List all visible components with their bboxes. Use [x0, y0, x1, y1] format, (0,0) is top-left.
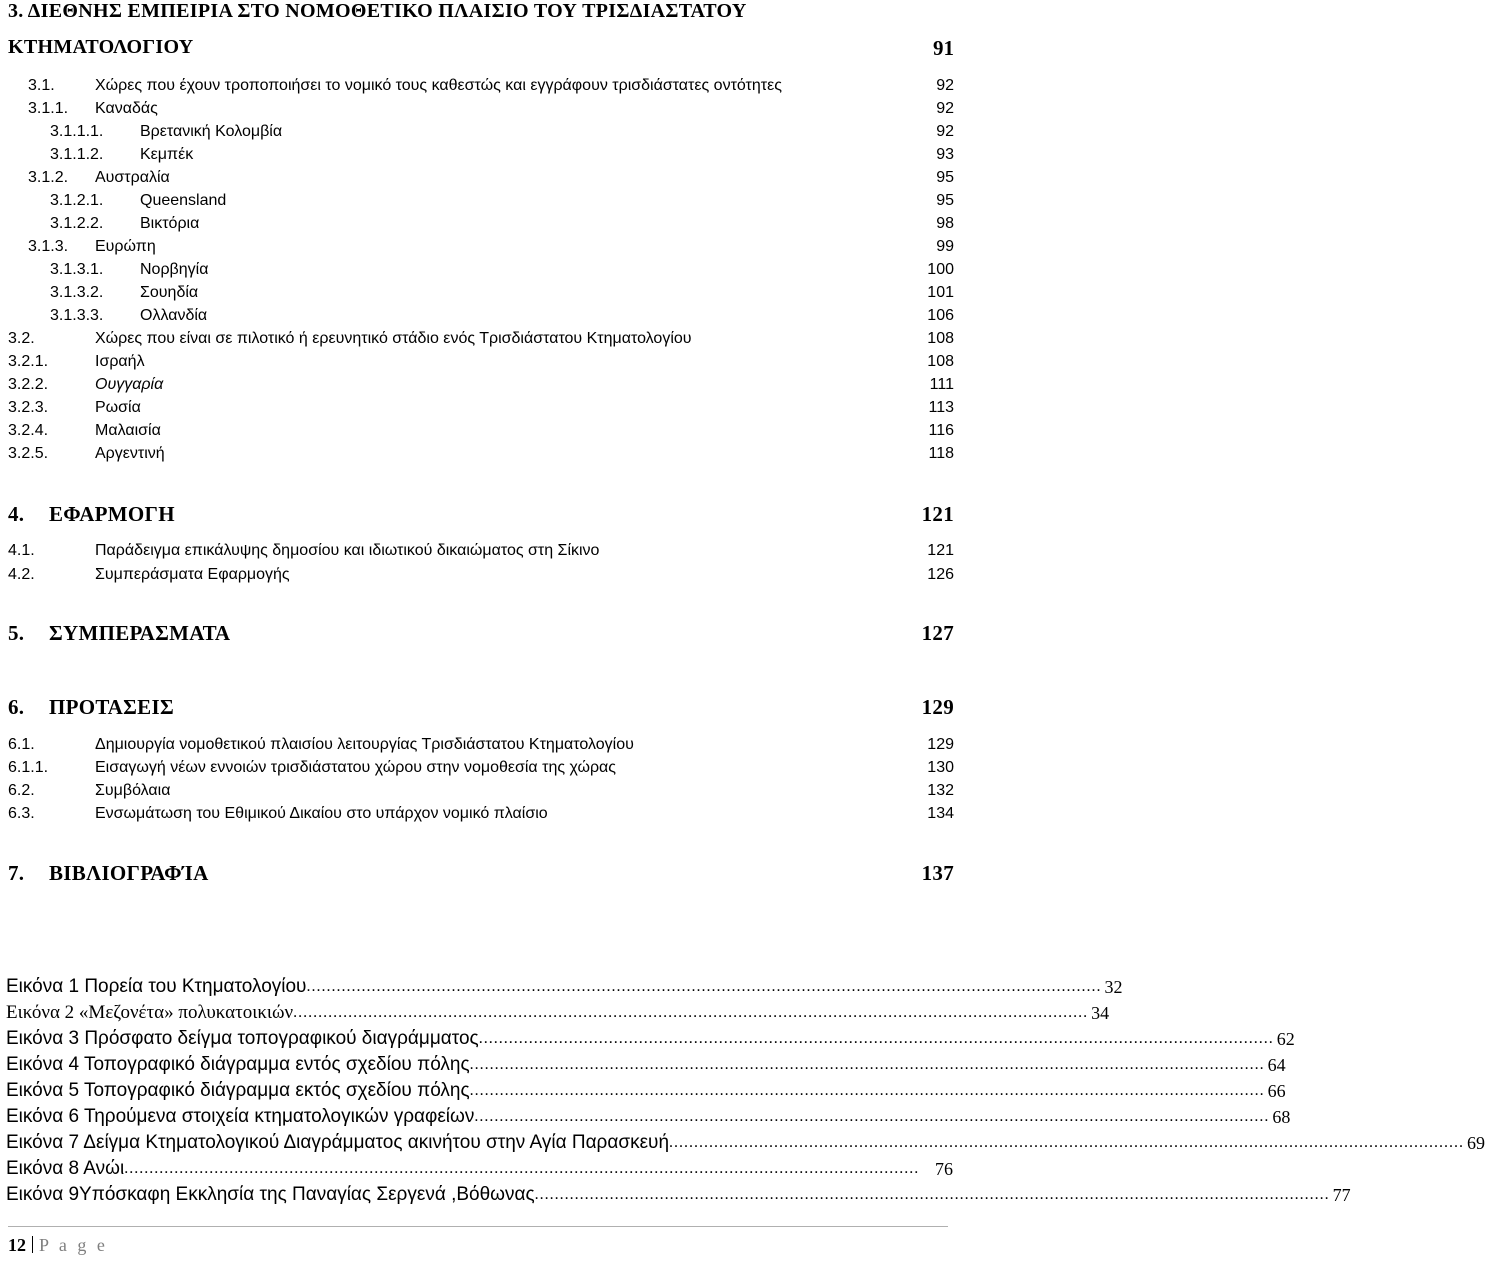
chapter-number: 5. — [8, 621, 25, 645]
toc-entry-title: Συμβόλαια — [95, 782, 171, 799]
toc-entry-page: 92 — [936, 123, 954, 140]
toc-entry-title: Νορβηγία — [140, 261, 209, 278]
figure-entry-4[interactable] — [6, 1053, 1286, 1077]
toc-entry-4-1[interactable] — [0, 540, 954, 562]
chapter-3-title-line-2: ΚΤΗΜΑΤΟΛΟΓΙΟΥ — [8, 36, 194, 58]
toc-entry-page: 130 — [927, 759, 954, 776]
toc-entry-number: 3.1.3.2. — [50, 284, 104, 301]
figure-entry-1[interactable] — [6, 975, 1123, 999]
toc-entry-number: 3.1.2.1. — [50, 192, 104, 209]
figure-page: 62 — [1276, 1029, 1295, 1049]
toc-entry-page: 116 — [928, 422, 954, 439]
toc-entry-title: Σουηδία — [140, 284, 199, 301]
toc-entry-number: 3.1.3.3. — [50, 307, 104, 324]
toc-entry-3-1-1[interactable] — [0, 98, 954, 120]
chapter-number: 6. — [8, 695, 25, 719]
toc-entry-page: 101 — [927, 284, 954, 301]
toc-entry-title: Βρετανική Κολομβία — [140, 123, 283, 140]
toc-entry-title: Κεμπέκ — [140, 146, 194, 163]
toc-entry-number: 3.1.3. — [28, 238, 69, 255]
toc-entry-title: Ισραήλ — [95, 353, 145, 370]
figure-entry-6[interactable] — [6, 1105, 1291, 1129]
figure-title: Εικόνα 7 Δείγμα Κτηματολογικού Διαγράμματος ακινήτου στην Αγία Παρασκευή — [6, 1132, 670, 1153]
toc-entry-3-2[interactable] — [0, 328, 954, 350]
leader-dots: ............................................................................................................................................................... — [469, 1082, 1265, 1099]
toc-entry-page: 98 — [936, 215, 954, 232]
footer-divider — [8, 1226, 948, 1227]
toc-entry-3-2-4[interactable] — [0, 420, 954, 442]
leader-dots: ............................................................................................................................................................... — [124, 1160, 920, 1177]
toc-entry-3-1-2[interactable] — [0, 167, 954, 189]
toc-entry-3-2-3[interactable] — [0, 397, 954, 419]
toc-entry-4-2[interactable] — [0, 564, 954, 586]
toc-entry-3-2-5[interactable] — [0, 443, 954, 465]
toc-entry-number: 3.1.3.1. — [50, 261, 104, 278]
toc-entry-number: 3.1.1.1. — [50, 123, 104, 140]
leader-dots: ............................................................................................................................................................... — [478, 1030, 1274, 1047]
toc-entry-6-3[interactable] — [0, 803, 954, 825]
toc-entry-3-1-2-2[interactable] — [0, 213, 954, 235]
toc-entry-number: 6.1.1. — [8, 759, 49, 776]
figure-title: Εικόνα 6 Τηρούμενα στοιχεία κτηματολογικών γραφείων — [6, 1106, 475, 1127]
figure-entry-3[interactable] — [6, 1027, 1295, 1051]
leader-dots: ............................................................................................................................................................... — [534, 1186, 1330, 1203]
toc-entry-3-1-2-1[interactable] — [0, 190, 954, 212]
toc-entry-number: 4.2. — [8, 566, 35, 583]
toc-entry-3-1-1-1[interactable] — [0, 121, 954, 143]
toc-entry-title: Χώρες που είναι σε πιλοτικό ή ερευνητικό στάδιο ενός Τρισδιάστατου Κτηματολογίου — [95, 330, 692, 347]
figure-page: 34 — [1091, 1003, 1110, 1023]
toc-entry-page: 108 — [927, 330, 954, 347]
chapter-page: 129 — [921, 695, 954, 719]
toc-entry-page: 132 — [927, 782, 954, 799]
toc-entry-title: Αργεντινή — [95, 445, 165, 462]
toc-entry-page: 126 — [927, 566, 954, 583]
chapter-title: ΠΡΟΤΑΣΕΙΣ — [49, 695, 174, 719]
toc-entry-page: 108 — [927, 353, 954, 370]
figure-entry-7[interactable] — [6, 1131, 1485, 1155]
toc-entry-number: 3.2.3. — [8, 399, 49, 416]
figure-entry-2[interactable] — [6, 1001, 1110, 1025]
chapter-page: 127 — [921, 621, 954, 645]
footer-page-label: P a g e — [39, 1235, 108, 1255]
toc-entry-title: Καναδάς — [95, 100, 158, 117]
toc-entry-title: Αυστραλία — [95, 169, 170, 186]
toc-entry-number: 3.1.1. — [28, 100, 69, 117]
figure-title: Εικόνα 3 Πρόσφατο δείγμα τοπογραφικού διαγράμματος — [6, 1028, 479, 1049]
figure-page: 77 — [1332, 1185, 1351, 1205]
toc-entry-title: Βικτόρια — [140, 215, 200, 232]
toc-entry-number: 3.1.1.2. — [50, 146, 104, 163]
toc-entry-number: 6.3. — [8, 805, 35, 822]
toc-entry-title: Ενσωμάτωση του Εθιμικού Δικαίου στο υπάρχον νομικό πλαίσιο — [95, 805, 548, 822]
toc-entry-page: 95 — [936, 192, 954, 209]
figure-title: Εικόνα 4 Τοπογραφικό διάγραμμα εντός σχεδίου πόλης — [6, 1054, 470, 1075]
footer-separator — [32, 1236, 33, 1253]
chapter-page: 137 — [921, 861, 954, 885]
toc-entry-3-2-1[interactable] — [0, 351, 954, 373]
toc-entry-title: Queensland — [140, 192, 227, 209]
toc-entry-number: 4.1. — [8, 542, 35, 559]
toc-entry-page: 129 — [927, 736, 954, 753]
chapter-3-page: 91 — [933, 36, 954, 60]
figure-title: Εικόνα 9Υπόσκαφη Εκκλησία της Παναγίας Σεργενά ,Βόθωνας — [6, 1184, 535, 1205]
toc-entry-number: 3.2.4. — [8, 422, 49, 439]
toc-entry-title: Χώρες που έχουν τροποποιήσει το νομικό τους καθεστώς και εγγράφουν τρισδιάστατες οντότητες — [95, 77, 782, 94]
chapter-title: ΕΦΑΡΜΟΓΗ — [49, 502, 175, 526]
toc-entry-number: 3.2.1. — [8, 353, 49, 370]
toc-entry-3-1-3-2[interactable] — [0, 282, 954, 304]
toc-entry-title: Παράδειγμα επικάλυψης δημοσίου και ιδιωτικού δικαιώματος στη Σίκινο — [95, 542, 600, 559]
toc-entry-page: 95 — [936, 169, 954, 186]
toc-entry-3-1-3-3[interactable] — [0, 305, 954, 327]
chapter-title: ΒΙΒΛΙΟΓΡΑΦΊΑ — [49, 861, 209, 885]
leader-dots: ............................................................................................................................................................... — [669, 1134, 1465, 1151]
chapter-number: 4. — [8, 502, 25, 526]
leader-dots: ............................................................................................................................................................... — [474, 1108, 1270, 1125]
toc-entry-3-1-3[interactable] — [0, 236, 954, 258]
chapter-title: ΣΥΜΠΕΡΑΣΜΑΤΑ — [49, 621, 231, 645]
toc-entry-title: Ολλανδία — [140, 307, 208, 324]
toc-entry-title: Δημιουργία νομοθετικού πλαισίου λειτουργίας Τρισδιάστατου Κτηματολογίου — [95, 736, 634, 753]
toc-entry-3-2-2[interactable] — [0, 374, 954, 396]
toc-entry-page: 134 — [927, 805, 954, 822]
figure-title: Εικόνα 2 «Μεζονέτα» πολυκατοικιών — [6, 1002, 294, 1023]
chapter-3-title-line-1: 3. ΔΙΕΘΝΗΣ ΕΜΠΕΙΡΙΑ ΣΤΟ ΝΟΜΟΘΕΤΙΚΟ ΠΛΑΙΣΙΟ ΤΟΥ ΤΡΙΣΔΙΑΣΤΑΤΟΥ — [8, 0, 747, 22]
toc-entry-title: Ευρώπη — [95, 238, 156, 255]
figure-title: Εικόνα 5 Τοπογραφικό διάγραμμα εκτός σχεδίου πόλης — [6, 1080, 470, 1101]
figure-title: Εικόνα 8 Ανώι — [6, 1158, 125, 1179]
toc-entry-6-2[interactable] — [0, 780, 954, 802]
toc-entry-page: 121 — [927, 542, 954, 559]
figure-entry-5[interactable] — [6, 1079, 1286, 1103]
toc-entry-number: 6.1. — [8, 736, 35, 753]
toc-entry-number: 3.1. — [28, 77, 55, 94]
toc-entry-page: 111 — [929, 376, 954, 393]
chapter-number: 7. — [8, 861, 25, 885]
toc-entry-page: 113 — [928, 399, 954, 416]
toc-entry-title: Ρωσία — [95, 399, 141, 416]
toc-entry-page: 99 — [936, 238, 954, 255]
leader-dots: ............................................................................................................................................................... — [293, 1004, 1089, 1021]
figure-entry-8[interactable] — [6, 1157, 953, 1181]
leader-dots: ............................................................................................................................................................... — [306, 978, 1102, 995]
toc-entry-number: 3.1.2.2. — [50, 215, 104, 232]
toc-entry-title: Ουγγαρία — [95, 376, 164, 393]
toc-entry-page: 93 — [936, 146, 954, 163]
toc-entry-page: 118 — [928, 445, 954, 462]
toc-entry-number: 3.2.5. — [8, 445, 49, 462]
chapter-page: 121 — [921, 502, 954, 526]
figure-page: 66 — [1267, 1081, 1286, 1101]
toc-entry-title: Εισαγωγή νέων εννοιών τρισδιάστατου χώρου στην νομοθεσία της χώρας — [95, 759, 617, 776]
figure-page: 69 — [1467, 1133, 1485, 1153]
footer-page-number: 12 — [8, 1235, 26, 1255]
figure-page: 68 — [1272, 1107, 1291, 1127]
figure-page: 76 — [935, 1159, 953, 1179]
figure-page: 32 — [1104, 977, 1123, 997]
toc-entry-title: Συμπεράσματα Εφαρμογής — [95, 566, 290, 583]
figure-title: Εικόνα 1 Πορεία του Κτηματολογίου — [6, 976, 307, 997]
figure-page: 64 — [1267, 1055, 1286, 1075]
toc-entry-title: Μαλαισία — [95, 422, 161, 439]
toc-entry-number: 6.2. — [8, 782, 35, 799]
toc-entry-page: 92 — [936, 77, 954, 94]
toc-entry-number: 3.2.2. — [8, 376, 49, 393]
figure-entry-9[interactable] — [6, 1183, 1351, 1207]
leader-dots: ............................................................................................................................................................... — [469, 1056, 1265, 1073]
toc-entry-3-1[interactable] — [0, 75, 954, 97]
toc-entry-page: 100 — [927, 261, 954, 278]
toc-entry-number: 3.1.2. — [28, 169, 69, 186]
toc-entry-6-1[interactable] — [0, 734, 954, 756]
toc-entry-page: 92 — [936, 100, 954, 117]
toc-entry-6-1-1[interactable] — [0, 757, 954, 779]
toc-entry-number: 3.2. — [8, 330, 35, 347]
toc-entry-page: 106 — [927, 307, 954, 324]
toc-entry-3-1-1-2[interactable] — [0, 144, 954, 166]
toc-entry-3-1-3-1[interactable] — [0, 259, 954, 281]
page-footer — [8, 1235, 108, 1256]
